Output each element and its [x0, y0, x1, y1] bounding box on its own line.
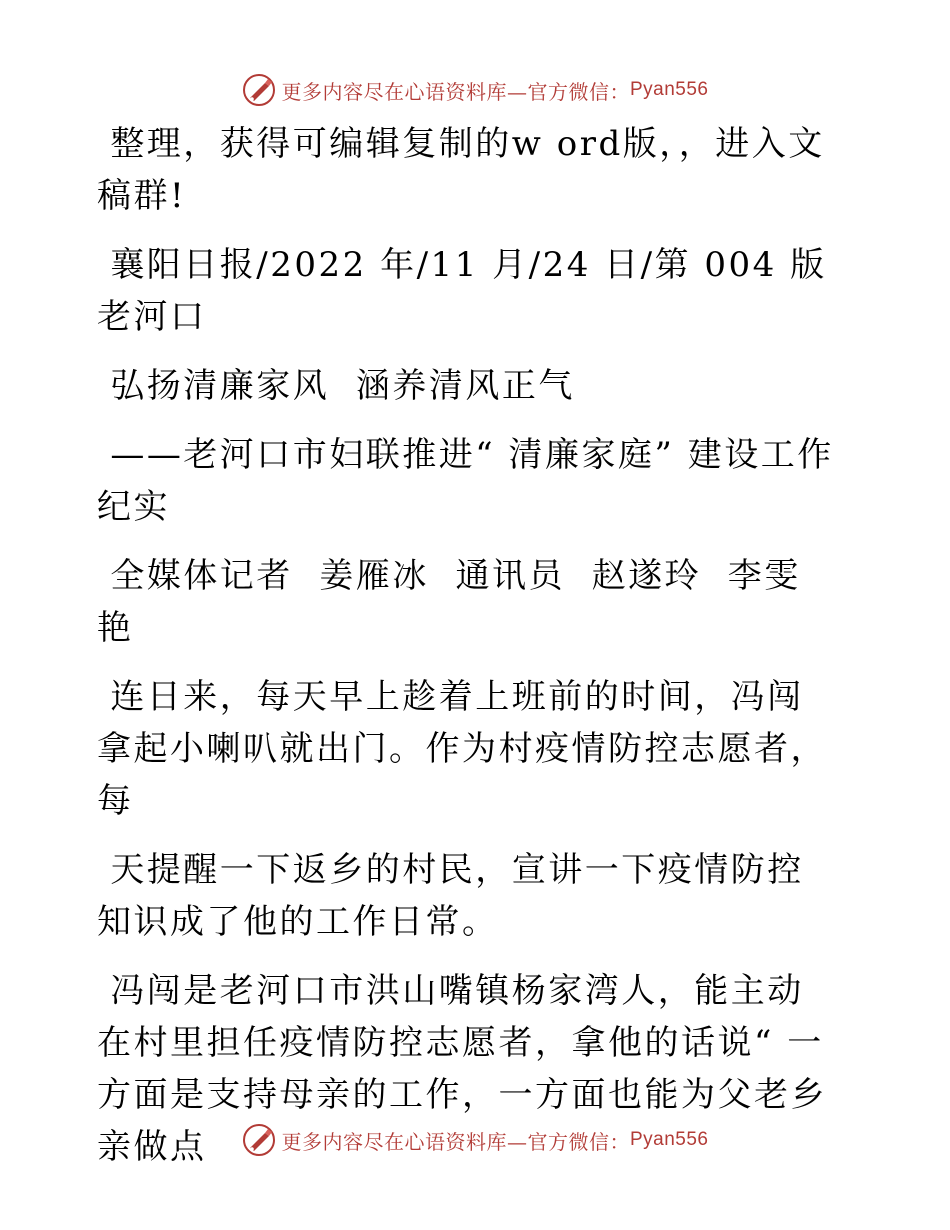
article-body — [97, 118, 837, 1173]
paragraph-1: 连日来，每天早上趁着上班前的时间，冯闯拿起小喇叭就出门。作为村疫情防控志愿者，每 — [97, 677, 827, 821]
paragraph-source: 襄阳日报/2022 年/11 月/24 日/第 004 版老河口 — [97, 245, 827, 337]
pen-logo-icon — [241, 72, 277, 108]
paragraph-2: 天提醒一下返乡的村民，宣讲一下疫情防控知识成了他的工作日常。 — [97, 850, 804, 942]
watermark-text: 更多内容尽在心语资料库—官方微信： — [281, 79, 630, 104]
watermark-id: Pyan556 — [629, 1129, 709, 1150]
watermark-header — [0, 70, 950, 110]
paragraph-3: 冯闯是老河口市洪山嘴镇杨家湾人，能主动在村里担任疫情防控志愿者，拿他的话说“ 一方面是支持母亲的工作，一方面也能为父老乡亲做点 — [97, 971, 827, 1167]
paragraph-intro: 整理，获得可编辑复制的w ord版，，进入文稿群! — [97, 124, 825, 216]
watermark-footer — [0, 1120, 950, 1160]
watermark-text: 更多内容尽在心语资料库—官方微信： — [281, 1129, 630, 1154]
article-subtitle: ——老河口市妇联推进“ 清廉家庭” 建设工作纪实 — [97, 435, 834, 527]
article-byline: 全媒体记者 姜雁冰 通讯员 赵遂玲 李雯艳 — [97, 556, 801, 648]
pen-logo-icon — [241, 1122, 277, 1158]
article-title: 弘扬清廉家风 涵养清风正气 — [97, 366, 575, 406]
watermark-id: Pyan556 — [629, 79, 709, 100]
